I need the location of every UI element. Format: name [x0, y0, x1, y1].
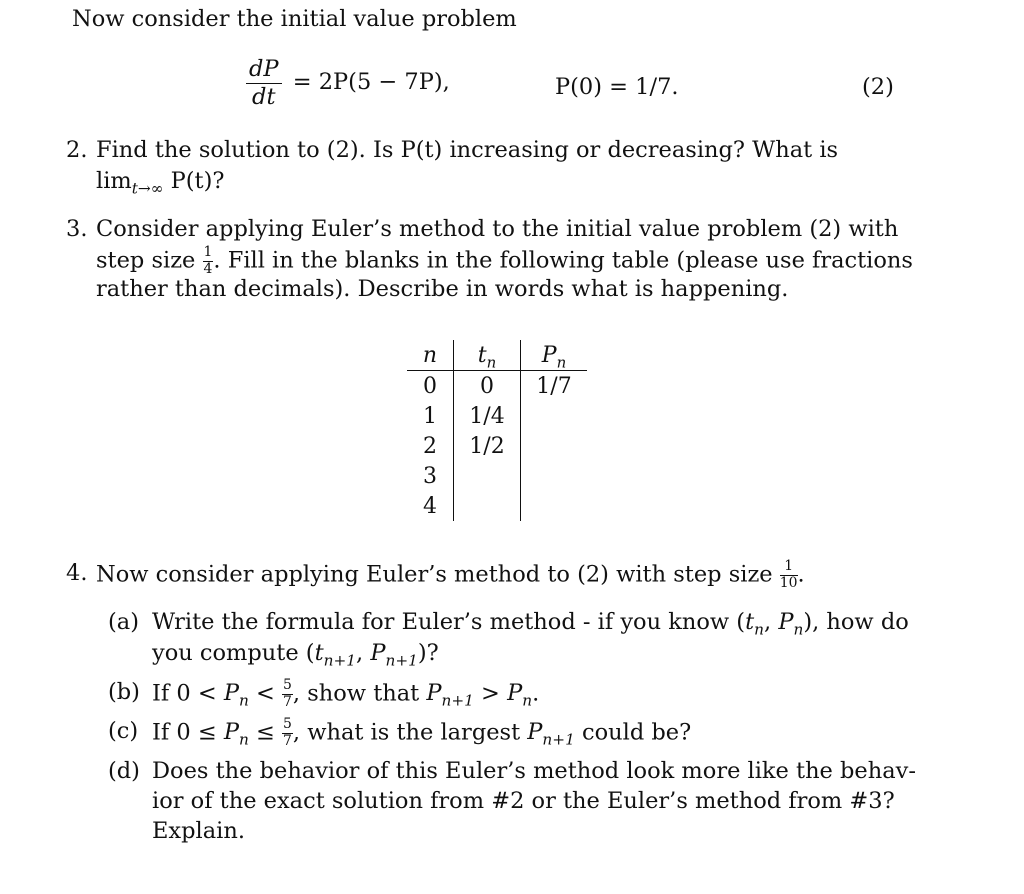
- problem-4-text: Now consider applying Euler’s method to (2) with step size: [96, 561, 773, 588]
- euler-table-wrapper: [407, 340, 587, 521]
- problem-3-line-1: Consider applying Euler’s method to the initial value problem (2) with: [96, 216, 899, 242]
- problem-4-line: [96, 560, 805, 591]
- step-size-denominator: 4: [203, 260, 213, 277]
- problem-3-line-2-rest: . Fill in the blanks in the following table (please use fractions: [213, 247, 913, 274]
- problem-3-step-text: step size: [96, 247, 196, 274]
- math-pn: $P_n$: [223, 719, 249, 749]
- fraction-numerator: 5: [283, 677, 292, 693]
- part-b-text-1: If 0 <: [152, 680, 217, 707]
- cell-p: [521, 461, 588, 491]
- step-size-numerator: 1: [203, 244, 213, 260]
- cell-t: 0: [454, 371, 521, 402]
- part-a-text-2: ), how do: [803, 609, 909, 635]
- five-sevenths-fraction: [282, 679, 293, 710]
- equation-rhs: = 2P(5 − 7P),: [292, 69, 450, 95]
- derivative-numerator: dP: [246, 58, 282, 84]
- step-size-fraction-4: [780, 560, 798, 591]
- cell-n: 4: [407, 491, 454, 521]
- math-tn-pn: $t_n$, $P_n$: [745, 609, 804, 639]
- math-pn1: $P_{n+1}$: [426, 680, 474, 710]
- problem-2-line-2: [96, 168, 225, 198]
- cell-n: 3: [407, 461, 454, 491]
- initial-condition: P(0) = 1/7.: [555, 74, 679, 100]
- problem-3-line-3: rather than decimals). Describe in words what is happening.: [96, 276, 789, 302]
- part-b-less-than: <: [256, 680, 275, 707]
- step-size-4-numerator: 1: [780, 560, 798, 576]
- cell-n: 2: [407, 431, 454, 461]
- cell-p: [521, 431, 588, 461]
- math-pn: $P_n$: [223, 680, 249, 710]
- cell-n: 1: [407, 401, 454, 431]
- header-p: $P_n$: [521, 340, 588, 371]
- problem-2-number: 2.: [66, 137, 88, 163]
- part-d-line-3: Explain.: [152, 818, 245, 844]
- fraction-numerator: 5: [283, 716, 292, 732]
- problem-2-line-1: Find the solution to (2). Is P(t) increasing or decreasing? What is: [96, 137, 839, 163]
- equation-lhs: [246, 58, 450, 108]
- problem-4-number: 4.: [66, 560, 88, 586]
- five-sevenths-fraction: [282, 718, 293, 749]
- part-b-greater-than: >: [481, 680, 500, 707]
- part-c-text-2: , what is the largest: [292, 719, 521, 746]
- table-row: [407, 401, 587, 431]
- table-row: [407, 461, 587, 491]
- cell-p: 1/7: [536, 373, 572, 399]
- table-header-row: [407, 340, 587, 371]
- cell-p: [521, 491, 588, 521]
- step-size-4-denominator: 10: [779, 574, 798, 591]
- header-t: $t_n$: [454, 340, 521, 371]
- derivative-fraction: [246, 58, 282, 108]
- math-pn: $P_n$: [507, 680, 533, 710]
- table-row: [407, 371, 587, 402]
- intro-text: Now consider the initial value problem: [72, 6, 517, 32]
- part-c-text-3: could be?: [581, 719, 692, 746]
- problem-4-period: .: [797, 561, 805, 588]
- cell-t: [454, 491, 521, 521]
- math-pn1: $P_{n+1}$: [527, 719, 575, 749]
- part-b-period: .: [532, 680, 540, 707]
- part-c-leq: ≤: [256, 719, 275, 746]
- fraction-denominator: 7: [283, 693, 292, 710]
- fraction-denominator: 7: [283, 732, 292, 749]
- limit-operator: lim: [96, 168, 132, 194]
- table-row: [407, 491, 587, 521]
- cell-t: 1/2: [454, 431, 521, 461]
- part-d-line-1: Does the behavior of this Euler’s method look more like the behav-: [152, 758, 916, 784]
- part-a-line-1: [152, 609, 909, 639]
- part-a-label: (a): [108, 609, 139, 635]
- table-row: [407, 431, 587, 461]
- part-a-line-2: [152, 640, 439, 670]
- part-a-text-3: you compute (: [152, 640, 315, 666]
- problem-3-number: 3.: [66, 216, 88, 242]
- cell-t: 1/4: [454, 401, 521, 431]
- part-a-text-4: )?: [417, 640, 439, 666]
- problem-3-line-2: [96, 246, 913, 277]
- cell-p: [521, 401, 588, 431]
- part-c-line: [152, 718, 691, 749]
- part-c-label: (c): [108, 718, 139, 744]
- part-c-text-1: If 0 ≤: [152, 719, 217, 746]
- cell-n: 0: [407, 371, 454, 402]
- part-b-line: [152, 679, 539, 710]
- derivative-denominator: dt: [252, 83, 276, 110]
- cell-t: [454, 461, 521, 491]
- equation-label: (2): [862, 74, 894, 100]
- limit-expression: P(t)?: [170, 168, 225, 194]
- math-tn1-pn1: $t_{n+1}$, $P_{n+1}$: [314, 640, 418, 670]
- part-b-text-2: , show that: [292, 680, 420, 707]
- part-a-text-1: Write the formula for Euler’s method - if you know (: [152, 609, 746, 635]
- step-size-fraction: [203, 246, 214, 277]
- part-d-line-2: ior of the exact solution from #2 or the Euler’s method from #3?: [152, 788, 895, 814]
- header-n: n: [407, 340, 454, 371]
- part-b-label: (b): [108, 679, 140, 705]
- part-d-label: (d): [108, 758, 140, 784]
- limit-subscript: t→∞: [131, 179, 164, 198]
- euler-table: [407, 340, 587, 521]
